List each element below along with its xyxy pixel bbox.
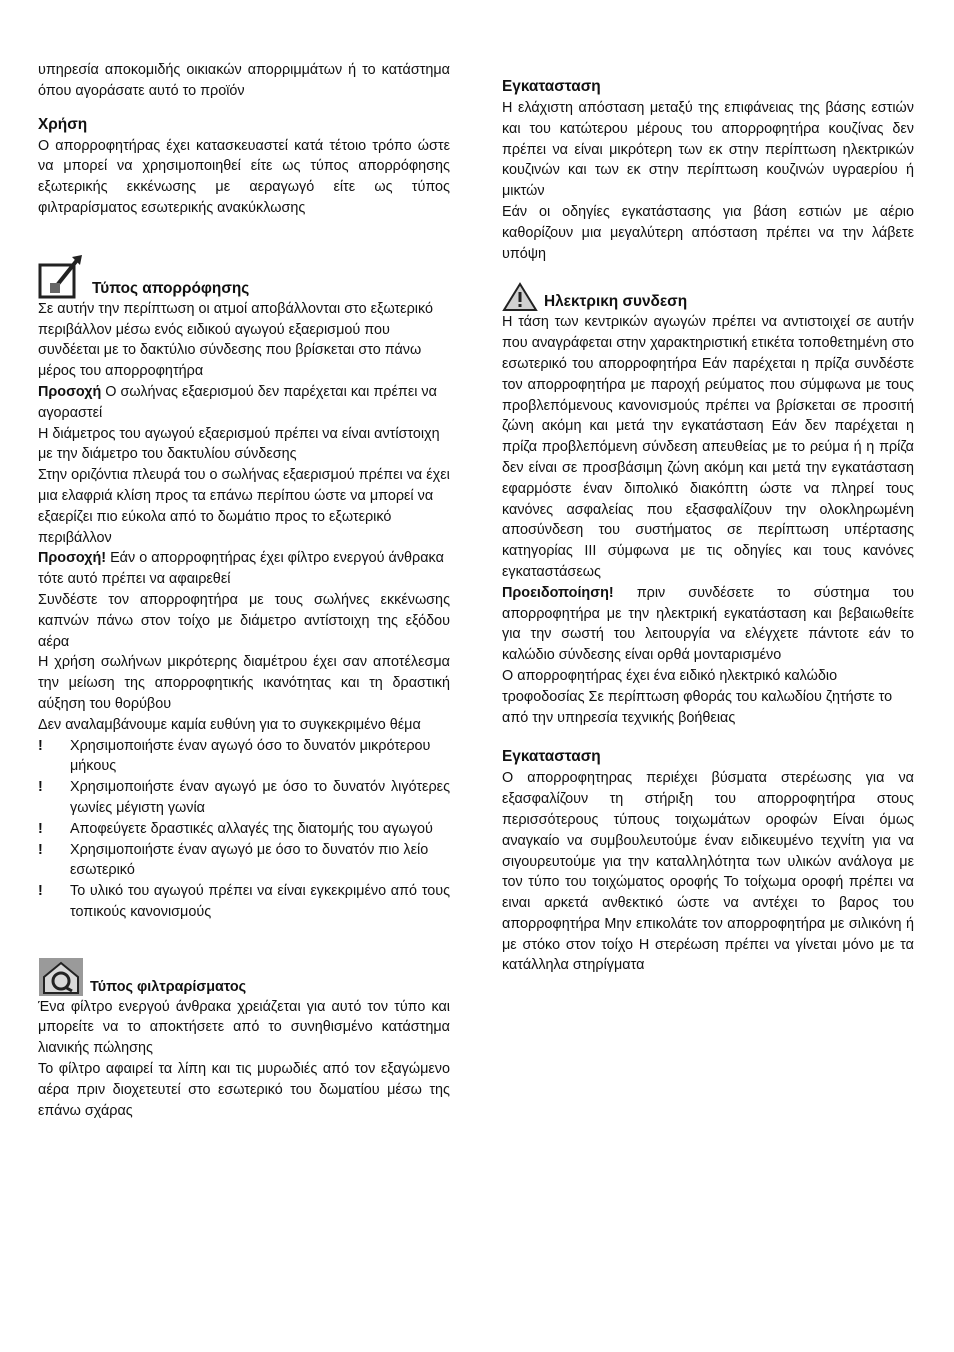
absorption-heading: Τύπος απορρόφησης bbox=[92, 279, 250, 297]
list-item-text: Το υλικό του αγωγού πρέπει να είναι εγκεκριμένο από τους τοπικούς κανονισμούς bbox=[70, 883, 450, 920]
list-item bbox=[38, 777, 450, 819]
exclamation-icon: ! bbox=[38, 841, 43, 858]
filter-heading: Τύπος φιλτραρίσματος bbox=[90, 978, 247, 995]
absorption-p2-text: Ο σωλήνας εξαερισμού δεν παρέχεται και πρέπει να αγοραστεί bbox=[38, 383, 437, 421]
filter-p2: Το φίλτρο αφαιρεί τα λίπη και τις μυρωδιές από τον εξαγώμενο αέρα πριν διοχετευτεί στο εσωτερικό του δωματίου μέσω της επάνω σχάρας bbox=[38, 1061, 450, 1119]
absorption-p5 bbox=[38, 548, 450, 590]
left-column bbox=[38, 60, 450, 1121]
caution-label-2: Προσοχή! bbox=[38, 550, 107, 567]
electric-heading-row bbox=[502, 282, 914, 312]
install-p1: Η ελάχιστη απόσταση μεταξύ της επιφάνειας της βάσης εστιών και του κατώτερου μέρους του απορροφητήρα κουζίνας δεν πρέπει να είναι μικρότερη των εκ στην περίπτωση ηλεκτρικών κουζινών και των εκ στην περίπτωση κουζινών υγραερίου ή μικτών bbox=[502, 100, 914, 200]
absorption-heading-row bbox=[38, 253, 450, 299]
list-item-text: Χρησιμοποιήστε έναν αγωγό με όσο το δυνατόν πιο λείο εσωτερικό bbox=[70, 841, 429, 879]
absorption-p5-text: Εάν ο απορροφητήρας έχει φίλτρο ενεργού άνθρακα τότε αυτό πρέπει να αφαιρεθεί bbox=[38, 550, 444, 588]
exclamation-icon: ! bbox=[38, 820, 43, 837]
exclamation-icon: ! bbox=[38, 883, 43, 900]
list-item bbox=[38, 840, 450, 882]
caution-label: Προσοχή bbox=[38, 383, 102, 400]
absorption-p7: Η χρήση σωλήνων μικρότερης διαμέτρου έχει σαν αποτέλεσμα την μείωση της απορροφητικής ικανότητας και τη δραστική αύξηση του θορύβου bbox=[38, 654, 450, 712]
warning-label: Προειδοποίηση! bbox=[502, 584, 614, 601]
electric-p3: Ο απορροφητήρας έχει ένα ειδικό ηλεκτρικό καλώδιο τροφοδοσίας Σε περίπτωση φθοράς του καλωδίου ζητήστε το από την υπηρεσία τεχνικής βοήθειας bbox=[502, 667, 893, 726]
absorption-p1: Σε αυτήν την περίπτωση οι ατμοί αποβάλλονται στο εξωτερικό περιβάλλον μέσω ενός ειδικού αγωγού εξαερισμού που συνδέεται με το δακτύλιο σύνδεσης που βρίσκεται στο πάνω μέρος του απορροφητήρα bbox=[38, 300, 433, 380]
electric-p1: Η τάση των κεντρικών αγωγών πρέπει να αντιστοιχεί σε αυτήν που αναγράφεται στην χαρακτηριστική ετικέτα τοποθετημένη στο εσωτερικό του απορροφητήρα Εάν παρέχεται η πρίζα συνδέστε τον απορροφητήρα με παροχή ρεύματος που σύμφωνα με τους προβλεπόμενους κανονισμούς πρέπει να βρίσκεται σε προσιτή ζώνη ακόμη και μετά την εγκατάσταση Εάν δεν παρέχεται η πρίζα προβλεπόμενη σύνδεση απευθείας με το ρεύμα ή η πρίζα δεν είναι σε προσβάσιμη ζώνη ακόμη και μετά την εγκατάσταση εφαρμόστε έναν διπολικό διακόπτη ώστε να πληρεί τους κανόνες ασφαλείας που εξασφαλίζουν την ολοκληρωμένη αποσύνδεση του συστήματος σε περίπτωση υπέρτασης κατηγορίας III σύμφωνα με τις οδηγίες και τους κανόνες εγκαταστάσεως bbox=[502, 314, 914, 580]
electric-p2-text: πριν συνδέσετε το σύστημα του απορροφητήρα με την ηλεκτρική εγκατάσταση και βεβαιωθείτε για την σωστή του λειτουργία να ελέγχετε πάντοτε εάν το καλώδιο σύνδεσης είναι ορθά μονταρισμένο bbox=[502, 584, 914, 664]
install-heading: Εγκατασταση bbox=[502, 78, 601, 95]
list-item-text: Χρησιμοποιήστε έναν αγωγό με όσο το δυνατόν λιγότερες γωνίες μέγιστη γωνία bbox=[70, 779, 450, 816]
filter-recirculation-icon bbox=[38, 957, 84, 997]
list-item-text: Χρησιμοποιήστε έναν αγωγό όσο το δυνατόν μικρότερου μήκους bbox=[70, 737, 431, 775]
right-column bbox=[502, 76, 914, 976]
list-item-text: Αποφεύγετε δραστικές αλλαγές της διατομής του αγωγού bbox=[70, 820, 433, 837]
install-p2: Εάν οι οδηγίες εγκατάστασης για βάση εστιών με αέριο καθορίζουν μια μεγαλύτερη απόσταση πρέπει να την λάβετε υπόψη bbox=[502, 203, 914, 262]
use-paragraph: Ο απορροφητήρας έχει κατασκευαστεί κατά τέτοιο τρόπο ώστε να μπορεί να χρησιμοποιηθεί είτε ως τύπος απορρόφησης εξωτερικής εκκένωσης με αεραγωγό είτε ως τύπος φιλτραρίσματος εσωτερικής ανακύκλωσης bbox=[38, 137, 450, 216]
list-item bbox=[38, 819, 450, 840]
electric-heading: Ηλεκτρικη συνδεση bbox=[544, 293, 688, 311]
filter-heading-row bbox=[38, 957, 450, 997]
exclamation-icon: ! bbox=[38, 779, 43, 796]
duct-exhaust-icon bbox=[38, 253, 86, 299]
absorption-p2 bbox=[38, 382, 450, 424]
absorption-p4: Στην οριζόντια πλευρά του ο σωλήνας εξαερισμού πρέπει να έχει μια ελαφριά κλίση προς τα επάνω περίπου ώστε να μπορεί να εξαερίζει πιο εύκολα από το δωμάτιο προς το εξωτερικό περιβάλλον bbox=[38, 467, 450, 546]
intro-paragraph: υπηρεσία αποκομιδής οικιακών απορριμμάτων ή το κατάστημα όπου αγοράσατε αυτό το προϊόν bbox=[38, 62, 450, 99]
use-heading: Χρήση bbox=[38, 115, 88, 133]
exclamation-icon: ! bbox=[38, 737, 43, 754]
list-item bbox=[38, 881, 450, 923]
install2-heading: Εγκατασταση bbox=[502, 748, 601, 766]
absorption-p6: Συνδέστε τον απορροφητήρα με τους σωλήνες εκκένωσης καπνών πάνω στον τοίχο με διάμετρο αντίστοιχη της εξόδου αέρα bbox=[38, 591, 450, 650]
install2-p1: Ο απορροφητηρας περιέχει βύσματα στερέωσης για να εξασφαλίζουν τη στήριξη του απορροφητήρα στους περισσότερους τύπους τοιχωμάτων οροφών Είναι όμως αναγκαίο να συμβουλευτούμε έναν ειδικευμένο τεχνίτη για να σιγουρευτούμε για την καταλληλότητα των υλικών ανάλογα με τον τύπο του τοιχώματος οροφής Το τοίχωμα οροφή πρέπει να ειναι αρκετά ανθεκτικό ώστε να αντέχει το βαρος του απορροφητήρα Μην επικολάτε τον απορροφητήρα με σιλικόνη ή με στόκο στον τοίχο Η στερέωση πρέπει να γίνεται μόνο με τα κατάλληλα στηρίγματα bbox=[502, 770, 914, 974]
warning-triangle-icon bbox=[502, 282, 538, 312]
absorption-p8: Δεν αναλαμβάνουμε καμία ευθύνη για το συγκεκριμένο θέμα bbox=[38, 716, 421, 733]
filter-p1: Ένα φίλτρο ενεργού άνθρακα χρειάζεται για αυτό τον τύπο και μπορείτε να το αποκτήσετε από το συνηθισμένο κατάστημα λιανικής πώλησης bbox=[38, 998, 450, 1057]
bullet-list bbox=[38, 736, 450, 923]
absorption-p3: Η διάμετρος του αγωγού εξαερισμού πρέπει να είναι αντίστοιχη με την διάμετρο του δακτυλίου σύνδεσης bbox=[38, 425, 440, 463]
list-item bbox=[38, 736, 450, 778]
electric-p2 bbox=[502, 583, 914, 666]
